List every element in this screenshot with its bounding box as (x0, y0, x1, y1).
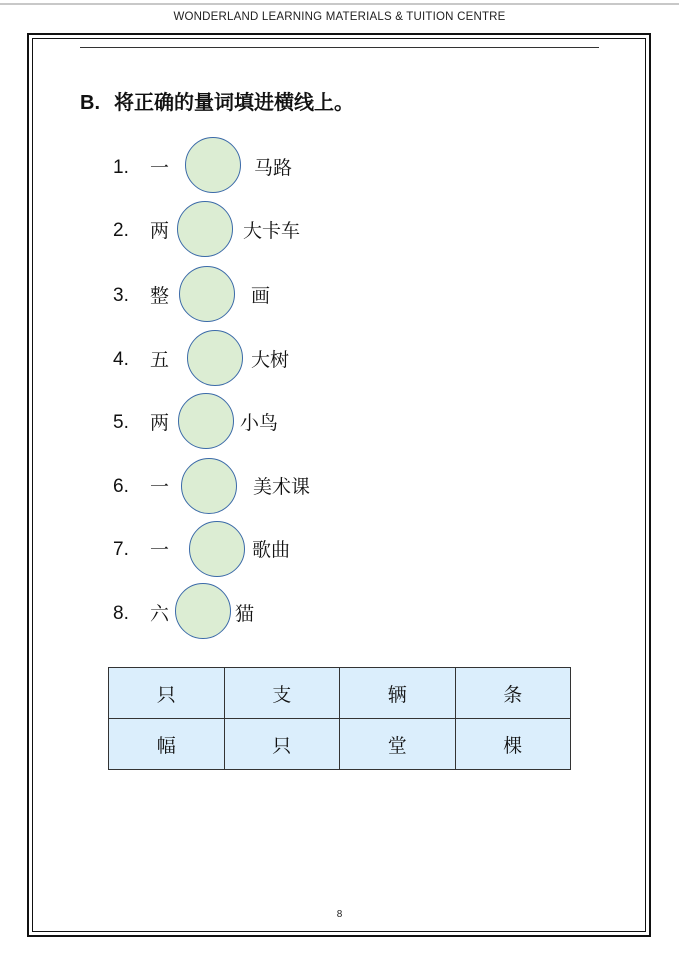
word-bank-cell: 幅 (109, 719, 225, 770)
section-letter: B. (80, 92, 100, 114)
word-bank-cell: 只 (224, 719, 340, 770)
word-bank-cell: 堂 (340, 719, 456, 770)
answer-circle-1[interactable] (185, 137, 241, 193)
word-bank-cell: 辆 (340, 668, 456, 719)
word-bank-row (109, 719, 571, 770)
question-suffix: 猫 (235, 603, 255, 625)
question-suffix: 画 (251, 285, 271, 307)
question-number: 1. (113, 157, 129, 178)
question-number: 3. (113, 285, 129, 306)
question-suffix: 美术课 (253, 476, 311, 498)
question-number: 7. (113, 539, 129, 560)
word-bank-cell: 只 (109, 668, 225, 719)
section-instruction: 将正确的量词填进横线上。 (114, 90, 354, 114)
question-prefix: 五 (150, 349, 170, 371)
answer-circle-2[interactable] (177, 201, 233, 257)
question-prefix: 一 (150, 157, 170, 179)
question-prefix: 两 (150, 412, 170, 434)
answer-circle-3[interactable] (179, 266, 235, 322)
word-bank-row (109, 668, 571, 719)
page-number: 8 (336, 909, 343, 920)
question-prefix: 一 (150, 539, 170, 561)
question-suffix: 马路 (254, 157, 293, 179)
question-prefix: 一 (150, 476, 170, 498)
question-suffix: 大卡车 (243, 220, 301, 242)
answer-circle-4[interactable] (187, 330, 243, 386)
header-title: WONDERLAND LEARNING MATERIALS & TUITION CENTRE (173, 11, 506, 23)
question-number: 2. (113, 220, 129, 241)
top-rule (0, 3, 679, 5)
answer-circle-5[interactable] (178, 393, 234, 449)
question-number: 4. (113, 349, 129, 370)
question-number: 6. (113, 476, 129, 497)
word-bank-cell: 支 (224, 668, 340, 719)
question-suffix: 大树 (251, 349, 290, 371)
answer-circle-8[interactable] (175, 583, 231, 639)
question-prefix: 整 (150, 285, 170, 307)
question-suffix: 小鸟 (240, 412, 279, 434)
question-number: 8. (113, 603, 129, 624)
question-prefix: 六 (150, 603, 170, 625)
answer-circle-6[interactable] (181, 458, 237, 514)
answer-circle-7[interactable] (189, 521, 245, 577)
word-bank-table (108, 667, 571, 770)
divider-line (80, 47, 599, 48)
question-suffix: 歌曲 (252, 539, 291, 561)
word-bank-cell: 条 (455, 668, 571, 719)
section-title (80, 88, 354, 117)
question-number: 5. (113, 412, 129, 433)
word-bank-cell: 棵 (455, 719, 571, 770)
question-prefix: 两 (150, 220, 170, 242)
